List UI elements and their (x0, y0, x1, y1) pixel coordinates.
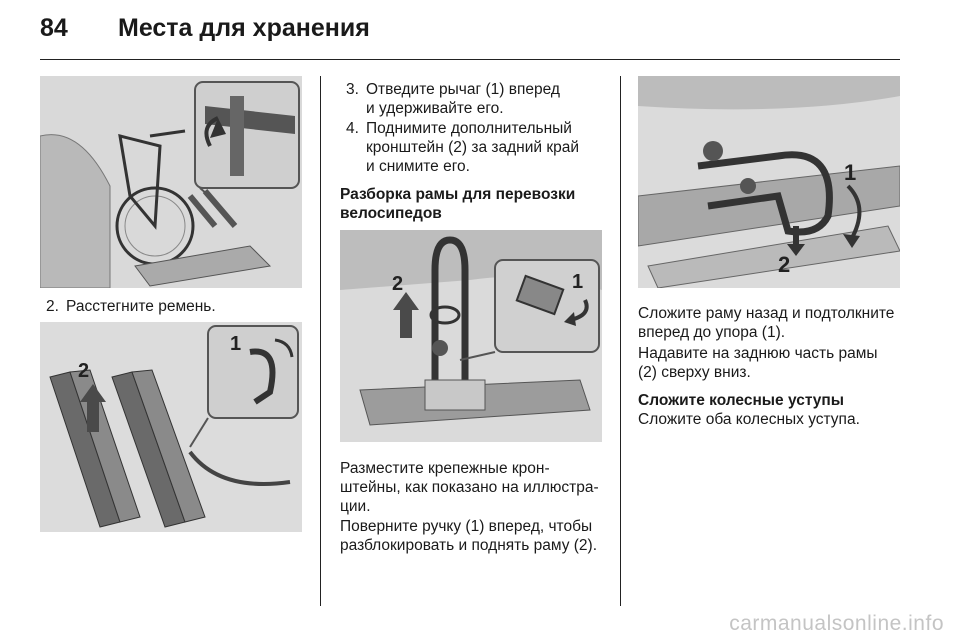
figure-label-1: 1 (844, 160, 857, 185)
paragraph-rotate-handle: Поверните ручку (1) вперед, чтобы разблокировать и поднять раму (2). (340, 518, 598, 554)
header-divider (40, 59, 900, 60)
unlock-frame-illustration (340, 230, 602, 442)
figure-release-strap (40, 322, 302, 532)
paragraph-position-brackets: Разместите крепежные крон- штейны, как показано на иллюстра- ции. (340, 460, 599, 515)
step-text-line: и снимите его. (366, 158, 470, 175)
step-text-line: и удерживайте его. (366, 100, 504, 117)
figure-label-1: 1 (230, 333, 242, 355)
step-text-line: кронштейн (2) за задний край (366, 139, 580, 156)
step-text-line: Поднимите дополнительный (366, 120, 572, 137)
figure-label-1: 1 (572, 271, 584, 293)
column-divider-1 (320, 76, 321, 606)
page-title: Места для хранения (118, 14, 370, 42)
figure-label-2: 2 (78, 360, 90, 382)
paragraph-press-down: Надавите на заднюю часть рамы (2) сверху вниз. (638, 345, 878, 381)
figure-label-2: 2 (392, 273, 404, 295)
section-heading-wheel-steps: Сложите колесные уступы (638, 392, 845, 409)
step-number: 2. (46, 298, 59, 315)
step-text-line: Отведите рычаг (1) вперед (366, 81, 560, 98)
section-heading-disassembly: Разборка рамы для перевозки велосипедов (340, 186, 576, 222)
step-number: 4. (346, 120, 359, 137)
figure-bike-on-carrier (40, 76, 302, 288)
step-text: Расстегните ремень. (66, 298, 216, 315)
column-divider-2 (620, 76, 621, 606)
paragraph-fold-wheel-steps: Сложите оба колесных уступа. (638, 411, 860, 428)
figure-label-2: 2 (778, 252, 791, 277)
watermark: carmanualsonline.info (729, 612, 944, 635)
release-strap-illustration (40, 322, 302, 532)
step-number: 3. (346, 81, 359, 98)
bike-carrier-illustration (40, 76, 302, 288)
fold-frame-illustration (638, 76, 900, 288)
figure-unlock-frame (340, 230, 602, 442)
figure-fold-frame (638, 76, 900, 288)
page-number: 84 (40, 14, 68, 42)
paragraph-fold-back: Сложите раму назад и подтолкните вперед до упора (1). (638, 305, 895, 341)
